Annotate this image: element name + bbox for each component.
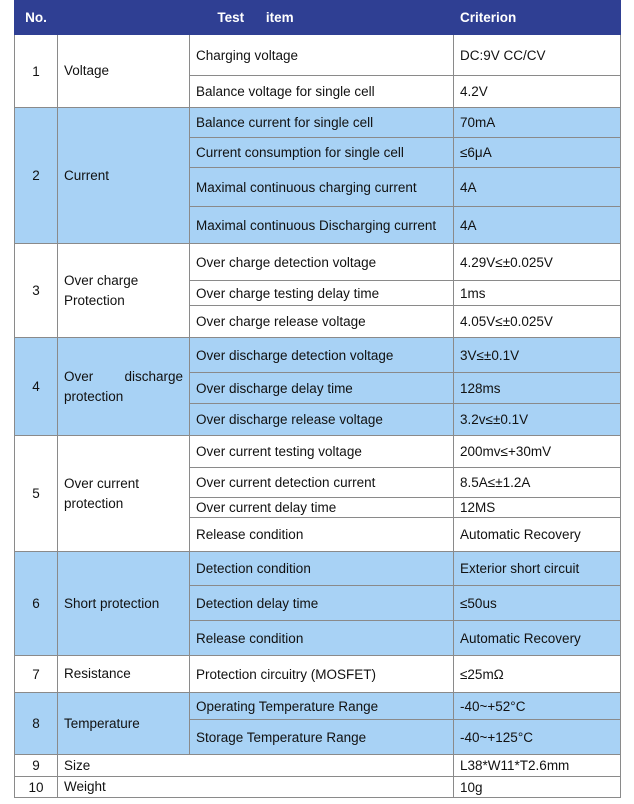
test-subitem: Storage Temperature Range (190, 720, 454, 755)
criterion-value: 4.29V≤±0.025V (454, 244, 621, 281)
test-item-name: Over discharge protection (58, 338, 190, 436)
test-subitem: Detection delay time (190, 586, 454, 621)
criterion-value: 3.2v≤±0.1V (454, 404, 621, 436)
row-number: 3 (15, 244, 58, 338)
test-item-name: Size (58, 755, 454, 777)
test-item-name: Resistance (58, 656, 190, 693)
spec-body (15, 35, 621, 798)
test-subitem: Charging voltage (190, 35, 454, 76)
criterion-value: Automatic Recovery (454, 518, 621, 552)
criterion-value: Automatic Recovery (454, 621, 621, 656)
table-row (15, 338, 621, 373)
table-row (15, 656, 621, 693)
table-row (15, 693, 621, 720)
test-subitem: Maximal continuous Discharging current (190, 207, 454, 244)
row-number: 5 (15, 436, 58, 552)
test-subitem: Over charge detection voltage (190, 244, 454, 281)
criterion-value: 4A (454, 207, 621, 244)
test-subitem: Maximal continuous charging current (190, 168, 454, 207)
row-number: 10 (15, 777, 58, 798)
test-subitem: Over discharge detection voltage (190, 338, 454, 373)
test-subitem: Detection condition (190, 552, 454, 586)
table-row (15, 244, 621, 281)
table-row (15, 755, 621, 777)
criterion-value: 4.05V≤±0.025V (454, 306, 621, 338)
criterion-value: L38*W11*T2.6mm (454, 755, 621, 777)
test-subitem: Over current delay time (190, 498, 454, 518)
row-number: 1 (15, 35, 58, 108)
criterion-value: -40~+52°C (454, 693, 621, 720)
test-subitem: Over charge testing delay time (190, 281, 454, 306)
header-criterion: Criterion (454, 1, 621, 35)
row-number: 8 (15, 693, 58, 755)
test-item-name: Short protection (58, 552, 190, 656)
test-subitem: Over charge release voltage (190, 306, 454, 338)
test-item-name: Temperature (58, 693, 190, 755)
test-item-name: Weight (58, 777, 454, 798)
criterion-value: DC:9V CC/CV (454, 35, 621, 76)
test-item-name: Over current protection (58, 436, 190, 552)
test-subitem: Over discharge release voltage (190, 404, 454, 436)
header-no: No. (15, 1, 58, 35)
criterion-value: ≤50us (454, 586, 621, 621)
test-subitem: Release condition (190, 621, 454, 656)
spec-table (14, 0, 621, 798)
criterion-value: ≤25mΩ (454, 656, 621, 693)
test-subitem: Current consumption for single cell (190, 138, 454, 168)
row-number: 6 (15, 552, 58, 656)
test-subitem: Protection circuitry (MOSFET) (190, 656, 454, 693)
test-subitem: Over current testing voltage (190, 436, 454, 468)
criterion-value: 1ms (454, 281, 621, 306)
test-subitem: Balance voltage for single cell (190, 76, 454, 108)
criterion-value: -40~+125°C (454, 720, 621, 755)
criterion-value: 128ms (454, 373, 621, 404)
table-row (15, 35, 621, 76)
criterion-value: 200mv≤+30mV (454, 436, 621, 468)
criterion-value: 12MS (454, 498, 621, 518)
table-row (15, 436, 621, 468)
criterion-value: ≤6μA (454, 138, 621, 168)
test-subitem: Over current detection current (190, 468, 454, 498)
criterion-value: 4.2V (454, 76, 621, 108)
criterion-value: Exterior short circuit (454, 552, 621, 586)
test-subitem: Operating Temperature Range (190, 693, 454, 720)
test-subitem: Release condition (190, 518, 454, 552)
criterion-value: 4A (454, 168, 621, 207)
row-number: 4 (15, 338, 58, 436)
test-subitem: Balance current for single cell (190, 108, 454, 138)
criterion-value: 3V≤±0.1V (454, 338, 621, 373)
test-item-name: Over charge Protection (58, 244, 190, 338)
table-row (15, 777, 621, 798)
header-row (15, 1, 621, 35)
row-number: 9 (15, 755, 58, 777)
criterion-value: 70mA (454, 108, 621, 138)
table-row (15, 552, 621, 586)
test-subitem: Over discharge delay time (190, 373, 454, 404)
table-row (15, 108, 621, 138)
row-number: 7 (15, 656, 58, 693)
criterion-value: 8.5A≤±1.2A (454, 468, 621, 498)
criterion-value: 10g (454, 777, 621, 798)
header-test-item: Test item (58, 1, 454, 35)
row-number: 2 (15, 108, 58, 244)
test-item-name: Current (58, 108, 190, 244)
test-item-name: Voltage (58, 35, 190, 108)
